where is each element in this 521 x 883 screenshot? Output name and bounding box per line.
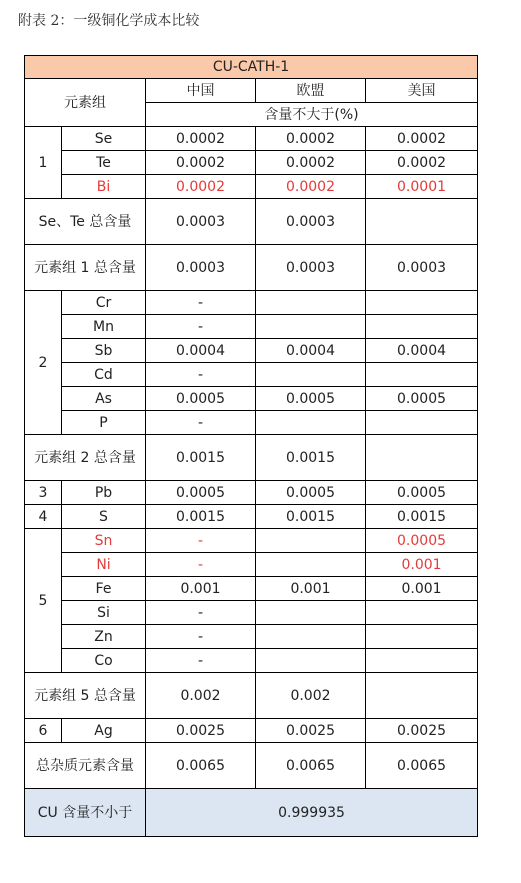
title-row [25, 56, 478, 79]
country-header-cn: 中国 [146, 79, 256, 103]
value-us: 0.0025 [366, 719, 478, 743]
total-impurities-row [25, 743, 478, 789]
value-us: 0.001 [366, 577, 478, 601]
value-us [366, 199, 478, 245]
table-row [25, 553, 478, 577]
value-us: 0.001 [366, 553, 478, 577]
value-cn: - [146, 529, 256, 553]
value-cn: - [146, 625, 256, 649]
table-row [25, 411, 478, 435]
element-cell: Ni [62, 553, 146, 577]
country-header-eu: 欧盟 [256, 79, 366, 103]
value-eu [256, 315, 366, 339]
value-eu: 0.0005 [256, 387, 366, 411]
table-row [25, 625, 478, 649]
value-eu: 0.0015 [256, 435, 366, 481]
value-eu: 0.0025 [256, 719, 366, 743]
value-cn: 0.0002 [146, 175, 256, 199]
value-cn: 0.0004 [146, 339, 256, 363]
value-eu: 0.0003 [256, 245, 366, 291]
table-title: CU-CATH-1 [25, 56, 478, 79]
value-cn: - [146, 315, 256, 339]
copper-composition-table [24, 55, 478, 837]
value-cn: - [146, 363, 256, 387]
value-us: 0.0005 [366, 481, 478, 505]
value-us: 0.0001 [366, 175, 478, 199]
value-eu [256, 529, 366, 553]
group-total-label: 元素组 1 总含量 [25, 245, 146, 291]
value-cn: 0.0025 [146, 719, 256, 743]
value-us [366, 625, 478, 649]
value-us [366, 411, 478, 435]
element-cell: Pb [62, 481, 146, 505]
value-us: 0.0015 [366, 505, 478, 529]
element-cell: Sn [62, 529, 146, 553]
group-header: 元素组 [25, 79, 146, 127]
value-eu: 0.0003 [256, 199, 366, 245]
value-cn: - [146, 291, 256, 315]
unit-header: 含量不大于(%) [146, 103, 478, 127]
country-header-us: 美国 [366, 79, 478, 103]
element-cell: Bi [62, 175, 146, 199]
table-row [25, 175, 478, 199]
cu-min-row [25, 789, 478, 837]
cu-min-value: 0.999935 [146, 789, 478, 837]
group-total-row [25, 245, 478, 291]
value-us [366, 649, 478, 673]
element-cell: P [62, 411, 146, 435]
value-us: 0.0005 [366, 529, 478, 553]
element-cell: Sb [62, 339, 146, 363]
group-number: 1 [25, 127, 62, 199]
value-cn: 0.0003 [146, 199, 256, 245]
value-eu [256, 411, 366, 435]
element-cell: Te [62, 151, 146, 175]
value-us: 0.0065 [366, 743, 478, 789]
total-impurities-label: 总杂质元素含量 [25, 743, 146, 789]
value-eu [256, 625, 366, 649]
table-caption: 附表 2：一级铜化学成本比较 [18, 13, 200, 29]
value-us: 0.0003 [366, 245, 478, 291]
value-cn: 0.0002 [146, 127, 256, 151]
value-eu [256, 601, 366, 625]
value-us [366, 601, 478, 625]
table-row [25, 529, 478, 553]
element-cell: S [62, 505, 146, 529]
group-number: 2 [25, 291, 62, 435]
value-us: 0.0004 [366, 339, 478, 363]
element-cell: Co [62, 649, 146, 673]
element-cell: Ag [62, 719, 146, 743]
value-cn: 0.0015 [146, 505, 256, 529]
value-cn: 0.002 [146, 673, 256, 719]
table-row [25, 601, 478, 625]
element-cell: Zn [62, 625, 146, 649]
value-cn: - [146, 601, 256, 625]
value-cn: - [146, 411, 256, 435]
value-cn: 0.001 [146, 577, 256, 601]
value-us [366, 363, 478, 387]
value-us [366, 435, 478, 481]
subtotal-label: Se、Te 总含量 [25, 199, 146, 245]
group-total-row [25, 435, 478, 481]
value-us: 0.0002 [366, 151, 478, 175]
header-row [25, 79, 478, 103]
group-number: 3 [25, 481, 62, 505]
value-eu: 0.0015 [256, 505, 366, 529]
value-eu [256, 553, 366, 577]
value-eu: 0.0002 [256, 151, 366, 175]
table-row [25, 481, 478, 505]
group-total-label: 元素组 5 总含量 [25, 673, 146, 719]
value-cn: 0.0005 [146, 387, 256, 411]
element-cell: Cd [62, 363, 146, 387]
value-us [366, 673, 478, 719]
table-row [25, 387, 478, 411]
value-eu: 0.0002 [256, 175, 366, 199]
value-eu: 0.0004 [256, 339, 366, 363]
element-cell: Cr [62, 291, 146, 315]
table-row [25, 315, 478, 339]
value-cn: 0.0005 [146, 481, 256, 505]
value-eu: 0.0065 [256, 743, 366, 789]
value-eu: 0.0002 [256, 127, 366, 151]
value-cn: 0.0003 [146, 245, 256, 291]
value-cn: 0.0015 [146, 435, 256, 481]
table-row [25, 363, 478, 387]
value-eu: 0.001 [256, 577, 366, 601]
element-cell: Mn [62, 315, 146, 339]
table-row [25, 505, 478, 529]
group-number: 6 [25, 719, 62, 743]
group-number: 5 [25, 529, 62, 673]
value-us: 0.0002 [366, 127, 478, 151]
group-total-label: 元素组 2 总含量 [25, 435, 146, 481]
value-eu: 0.0005 [256, 481, 366, 505]
table-row [25, 719, 478, 743]
value-cn: 0.0002 [146, 151, 256, 175]
group-number: 4 [25, 505, 62, 529]
subtotal-row [25, 199, 478, 245]
value-us: 0.0005 [366, 387, 478, 411]
element-cell: Se [62, 127, 146, 151]
value-us [366, 315, 478, 339]
value-eu [256, 291, 366, 315]
value-cn: - [146, 649, 256, 673]
table-row [25, 151, 478, 175]
value-eu: 0.002 [256, 673, 366, 719]
element-cell: Si [62, 601, 146, 625]
table-row [25, 649, 478, 673]
value-us [366, 291, 478, 315]
table-row [25, 339, 478, 363]
value-eu [256, 363, 366, 387]
value-cn: - [146, 553, 256, 577]
element-cell: As [62, 387, 146, 411]
value-eu [256, 649, 366, 673]
value-cn: 0.0065 [146, 743, 256, 789]
table-row [25, 577, 478, 601]
element-cell: Fe [62, 577, 146, 601]
group-total-row [25, 673, 478, 719]
table-row [25, 127, 478, 151]
cu-min-label: CU 含量不小于 [25, 789, 146, 837]
table-row [25, 291, 478, 315]
